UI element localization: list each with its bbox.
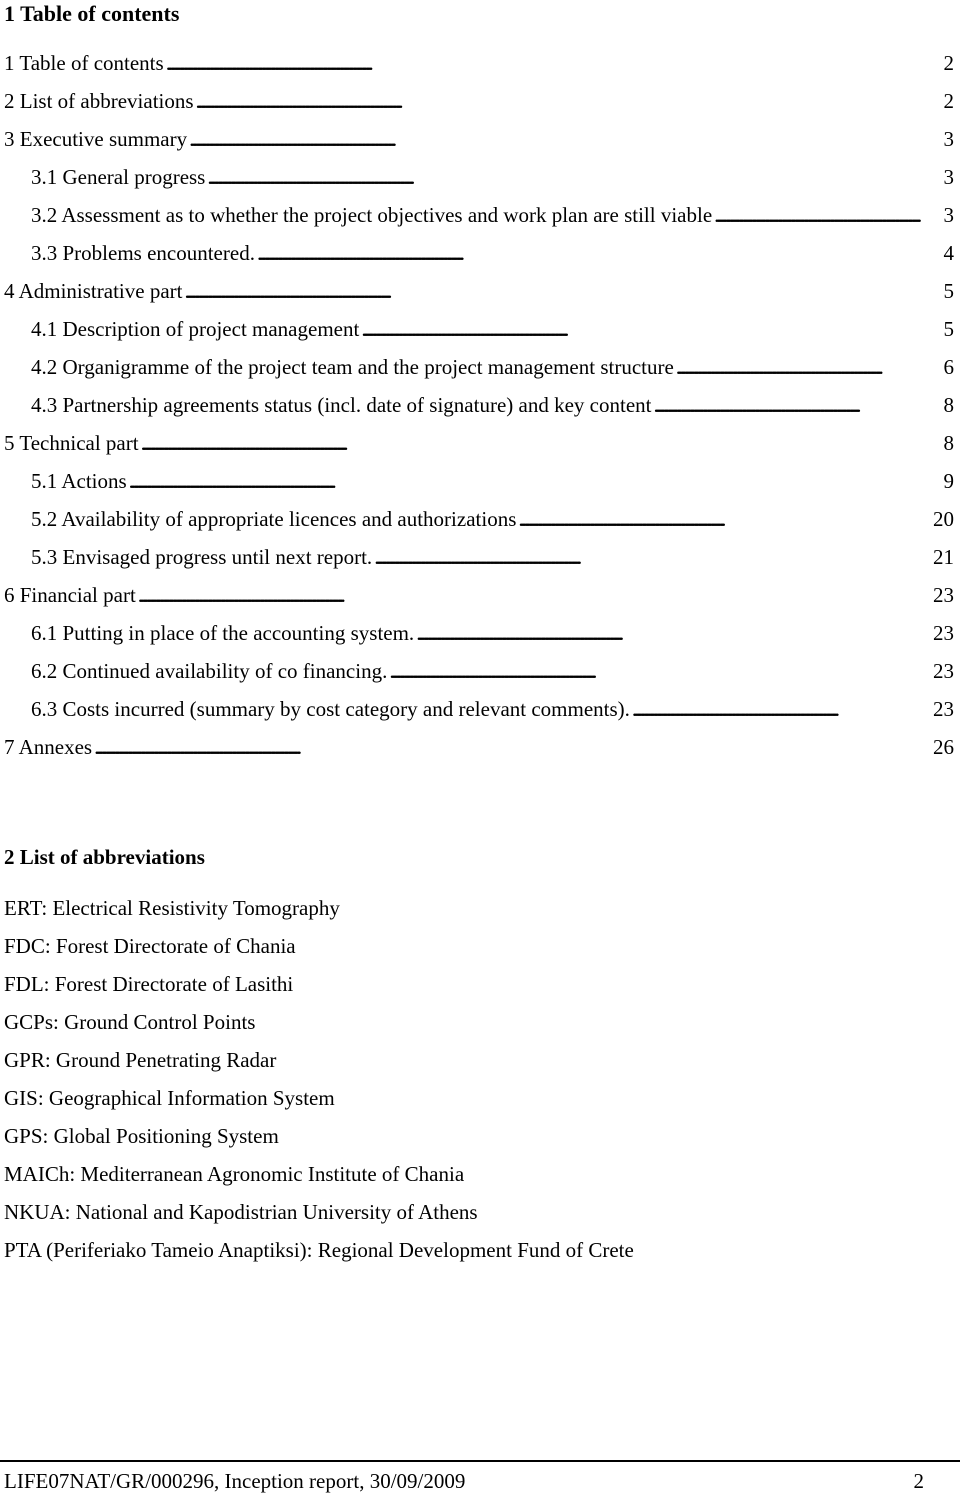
toc-entry[interactable] (4, 348, 956, 386)
toc-entry-page: 23 (933, 659, 954, 683)
toc-entry-page: 5 (943, 317, 954, 341)
toc-entry-title: 3.1 General progress (31, 165, 206, 189)
toc-entry-title: 6.1 Putting in place of the accounting system. (31, 621, 415, 645)
abbreviations-heading: 2 List of abbreviations (4, 845, 205, 869)
toc-entry-title: 1 Table of contents (4, 51, 164, 75)
toc-entry[interactable] (4, 234, 956, 272)
toc-entry-title: 6.2 Continued availability of co financing. (31, 659, 388, 683)
abbreviation-item: GCPs: Ground Control Points (4, 1010, 256, 1034)
toc-dot-leader (94, 728, 931, 766)
abbreviation-item: PTA (Periferiako Tameio Anaptiksi): Regional Development Fund of Crete (4, 1238, 634, 1262)
toc-entry-page: 23 (933, 583, 954, 607)
toc-dot-leader (207, 158, 941, 196)
toc-dot-leader (416, 614, 931, 652)
toc-entry[interactable] (4, 158, 956, 196)
abbreviation-item: FDL: Forest Directorate of Lasithi (4, 972, 294, 996)
abbreviation-item: FDC: Forest Directorate of Chania (4, 934, 296, 958)
toc-entry[interactable] (4, 196, 956, 234)
toc-entry-title: 5.2 Availability of appropriate licences and authorizations (31, 507, 517, 531)
toc-dot-leader (653, 386, 941, 424)
toc-entry-title: 4.2 Organigramme of the project team and the project management structure (31, 355, 674, 379)
abbreviation-item: NKUA: National and Kapodistrian University of Athens (4, 1200, 478, 1224)
toc-entry-page: 8 (943, 431, 954, 455)
toc-dot-leader (184, 272, 941, 310)
toc-entry-title: 2 List of abbreviations (4, 89, 194, 113)
abbreviation-item: GPR: Ground Penetrating Radar (4, 1048, 277, 1072)
toc-entry-title: 3.2 Assessment as to whether the project objectives and work plan are still viable (31, 203, 713, 227)
toc-dot-leader (257, 234, 942, 272)
toc-entry-title: 6.3 Costs incurred (summary by cost category and relevant comments). (31, 697, 630, 721)
toc-dot-leader (141, 424, 942, 462)
toc-entry-title: 7 Annexes (4, 735, 93, 759)
footer-page-number: 2 (913, 1469, 924, 1493)
toc-entry-page: 8 (943, 393, 954, 417)
abbreviation-item: GIS: Geographical Information System (4, 1086, 335, 1110)
toc-entry[interactable] (4, 614, 956, 652)
toc-entry[interactable] (4, 538, 956, 576)
toc-entry[interactable] (4, 310, 956, 348)
footer-document-id: LIFE07NAT/GR/000296, Inception report, 30/09/2009 (4, 1469, 466, 1493)
toc-entry-title: 3 Executive summary (4, 127, 188, 151)
toc-entry-page: 21 (933, 545, 954, 569)
abbreviation-item: MAICh: Mediterranean Agronomic Institute of Chania (4, 1162, 465, 1186)
toc-entry[interactable] (4, 728, 956, 766)
toc-entry[interactable] (4, 576, 956, 614)
toc-entry-page: 6 (943, 355, 954, 379)
toc-entry-page: 20 (933, 507, 954, 531)
toc-dot-leader (676, 348, 942, 386)
toc-dot-leader (138, 576, 931, 614)
table-of-contents (4, 44, 956, 766)
toc-entry-title: 5.3 Envisaged progress until next report. (31, 545, 373, 569)
toc-entry-page: 3 (943, 165, 954, 189)
toc-entry-page: 9 (943, 469, 954, 493)
toc-dot-leader (374, 538, 931, 576)
toc-entry[interactable] (4, 690, 956, 728)
toc-entry-page: 2 (943, 51, 954, 75)
toc-dot-leader (361, 310, 941, 348)
abbreviations-list (4, 889, 634, 1269)
toc-entry-title: 5.1 Actions (31, 469, 127, 493)
toc-entry-page: 5 (943, 279, 954, 303)
toc-entry[interactable] (4, 424, 956, 462)
toc-entry-page: 26 (933, 735, 954, 759)
toc-dot-leader (632, 690, 931, 728)
toc-dot-leader (189, 120, 941, 158)
toc-entry[interactable] (4, 272, 956, 310)
toc-entry[interactable] (4, 462, 956, 500)
toc-dot-leader (518, 500, 931, 538)
toc-entry-title: 4.3 Partnership agreements status (incl. date of signature) and key content (31, 393, 652, 417)
footer-divider (0, 1460, 960, 1462)
toc-dot-leader (129, 462, 942, 500)
toc-entry[interactable] (4, 500, 956, 538)
toc-dot-leader (389, 652, 931, 690)
toc-dot-leader (196, 82, 942, 120)
toc-entry[interactable] (4, 120, 956, 158)
toc-entry-title: 5 Technical part (4, 431, 139, 455)
toc-entry-page: 23 (933, 621, 954, 645)
abbreviation-item: ERT: Electrical Resistivity Tomography (4, 896, 340, 920)
toc-entry-page: 23 (933, 697, 954, 721)
toc-entry-title: 4 Administrative part (4, 279, 183, 303)
toc-heading: 1 Table of contents (4, 1, 180, 26)
toc-dot-leader (714, 196, 941, 234)
toc-entry-title: 6 Financial part (4, 583, 136, 607)
toc-entry-page: 3 (943, 127, 954, 151)
toc-dot-leader (166, 44, 942, 82)
toc-entry-page: 3 (943, 203, 954, 227)
toc-entry-page: 4 (943, 241, 954, 265)
toc-entry-page: 2 (943, 89, 954, 113)
toc-entry-title: 4.1 Description of project management (31, 317, 360, 341)
toc-entry-title: 3.3 Problems encountered. (31, 241, 255, 265)
toc-entry[interactable] (4, 44, 956, 82)
toc-entry[interactable] (4, 82, 956, 120)
toc-entry[interactable] (4, 386, 956, 424)
abbreviation-item: GPS: Global Positioning System (4, 1124, 279, 1148)
toc-entry[interactable] (4, 652, 956, 690)
